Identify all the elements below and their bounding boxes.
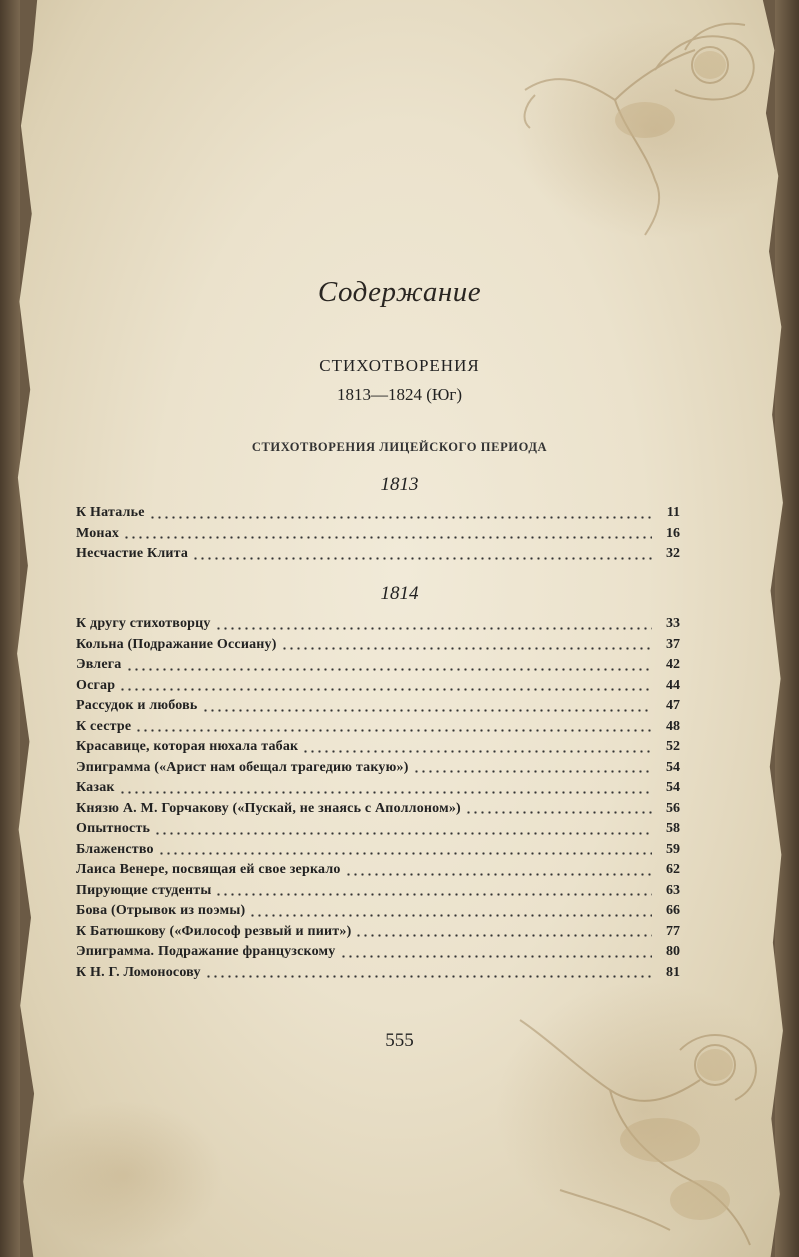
dot-leader [249,914,652,917]
dot-leader [302,750,652,753]
toc-entry[interactable] [76,655,680,676]
toc-entry[interactable] [76,840,680,861]
toc-entry-title: Блаженство [76,841,154,857]
toc-entry[interactable] [76,901,680,922]
dot-leader [158,852,652,855]
toc-entry-page: 52 [666,739,680,754]
toc-entry-title: К Н. Г. Ломоносову [76,964,201,980]
toc-entry[interactable] [76,503,680,524]
dot-leader [119,688,652,691]
toc-entry-page: 47 [666,698,680,713]
toc-entry-title: Осгар [76,677,116,693]
toc-entry-title: Князю А. М. Горчакову («Пускай, не знаясь с Аполлоном») [76,800,461,816]
toc-entry-page: 16 [666,525,680,541]
toc-entry[interactable] [76,717,680,738]
toc-entry-page: 66 [666,903,680,918]
toc-entry-page: 11 [666,505,680,520]
toc-entry-title: Пирующие студенты [76,882,212,898]
dot-leader [192,557,652,560]
toc-entry-page: 58 [666,821,680,836]
toc-entry[interactable] [76,544,680,565]
toc-entry-title: Бова (Отрывок из поэмы) [76,903,246,918]
year-heading: 1813 [380,474,419,495]
toc-entry-page: 63 [666,882,680,898]
dot-leader [215,627,652,630]
toc-list-1814 [76,614,680,983]
dot-leader [123,536,652,539]
toc-entry-title: К Батюшкову («Философ резвый и пиит») [76,923,352,939]
dot-leader [340,955,653,958]
toc-entry[interactable] [76,799,680,820]
year-heading: 1814 [380,583,419,604]
toc-entry-page: 56 [666,800,680,816]
toc-entry[interactable] [76,942,680,963]
toc-entry[interactable] [76,524,680,545]
toc-entry[interactable] [76,737,680,758]
toc-entry-title: К Наталье [76,505,145,520]
toc-entry[interactable] [76,696,680,717]
toc-entry-title: Несчастие Клита [76,546,189,561]
toc-entry[interactable] [76,778,680,799]
dot-leader [281,647,652,650]
toc-list-1813 [76,503,680,565]
toc-entry-page: 59 [666,841,680,857]
toc-entry-title: Эвлега [76,657,122,672]
toc-entry[interactable] [76,635,680,656]
toc-entry[interactable] [76,963,680,984]
dot-leader [119,791,652,794]
toc-entry-title: Казак [76,780,115,795]
toc-entry-page: 32 [666,546,680,561]
dot-leader [202,709,652,712]
toc-entry-title: Кольна (Подражание Оссиану) [76,636,277,652]
toc-entry[interactable] [76,922,680,943]
dot-leader [126,668,653,671]
toc-entry-page: 37 [666,636,680,652]
dot-leader [345,873,652,876]
toc-entry[interactable] [76,881,680,902]
toc-entry-page: 54 [666,759,680,775]
toc-entry-page: 62 [666,862,680,877]
dot-leader [135,729,652,732]
toc-entry-page: 77 [666,923,680,939]
toc-entry[interactable] [76,860,680,881]
dot-leader [355,934,652,937]
dot-leader [465,811,652,814]
toc-entry-page: 42 [666,657,680,672]
toc-entry-title: Лаиса Венере, посвящая ей свое зеркало [76,862,341,877]
dot-leader [154,832,652,835]
toc-entry-title: Красавице, которая нюхала табак [76,739,299,754]
dot-leader [413,770,652,773]
toc-entry[interactable] [76,819,680,840]
toc-entry-page: 44 [666,677,680,693]
toc-entry-page: 81 [666,964,680,980]
subsection-title: СТИХОТВОРЕНИЯ ЛИЦЕЙСКОГО ПЕРИОДА [251,440,548,454]
toc-entry-title: Опытность [76,821,151,836]
dot-leader [215,893,652,896]
toc-entry-title: Рассудок и любовь [76,698,198,713]
toc-entry[interactable] [76,614,680,635]
toc-entry-title: К другу стихотворцу [76,616,211,631]
section-title: СТИХОТВОРЕНИЯ [319,356,480,375]
toc-entry[interactable] [76,676,680,697]
page-title: Содержание [317,276,482,308]
section-years: 1813—1824 (Юг) [336,385,463,404]
dot-leader [205,975,652,978]
toc-entry-title: Эпиграмма. Подражание французскому [76,944,336,959]
toc-entry-title: К сестре [76,718,132,734]
toc-entry-page: 54 [666,780,680,795]
toc-entry-page: 80 [666,944,680,959]
toc-entry-page: 33 [666,616,680,631]
toc-entry-page: 48 [666,718,680,734]
dot-leader [149,516,652,519]
toc-entry-title: Эпиграмма («Арист нам обещал трагедию такую») [76,759,409,775]
page-number: 555 [385,1030,414,1051]
toc-entry-title: Монах [76,525,120,541]
toc-entry[interactable] [76,758,680,779]
